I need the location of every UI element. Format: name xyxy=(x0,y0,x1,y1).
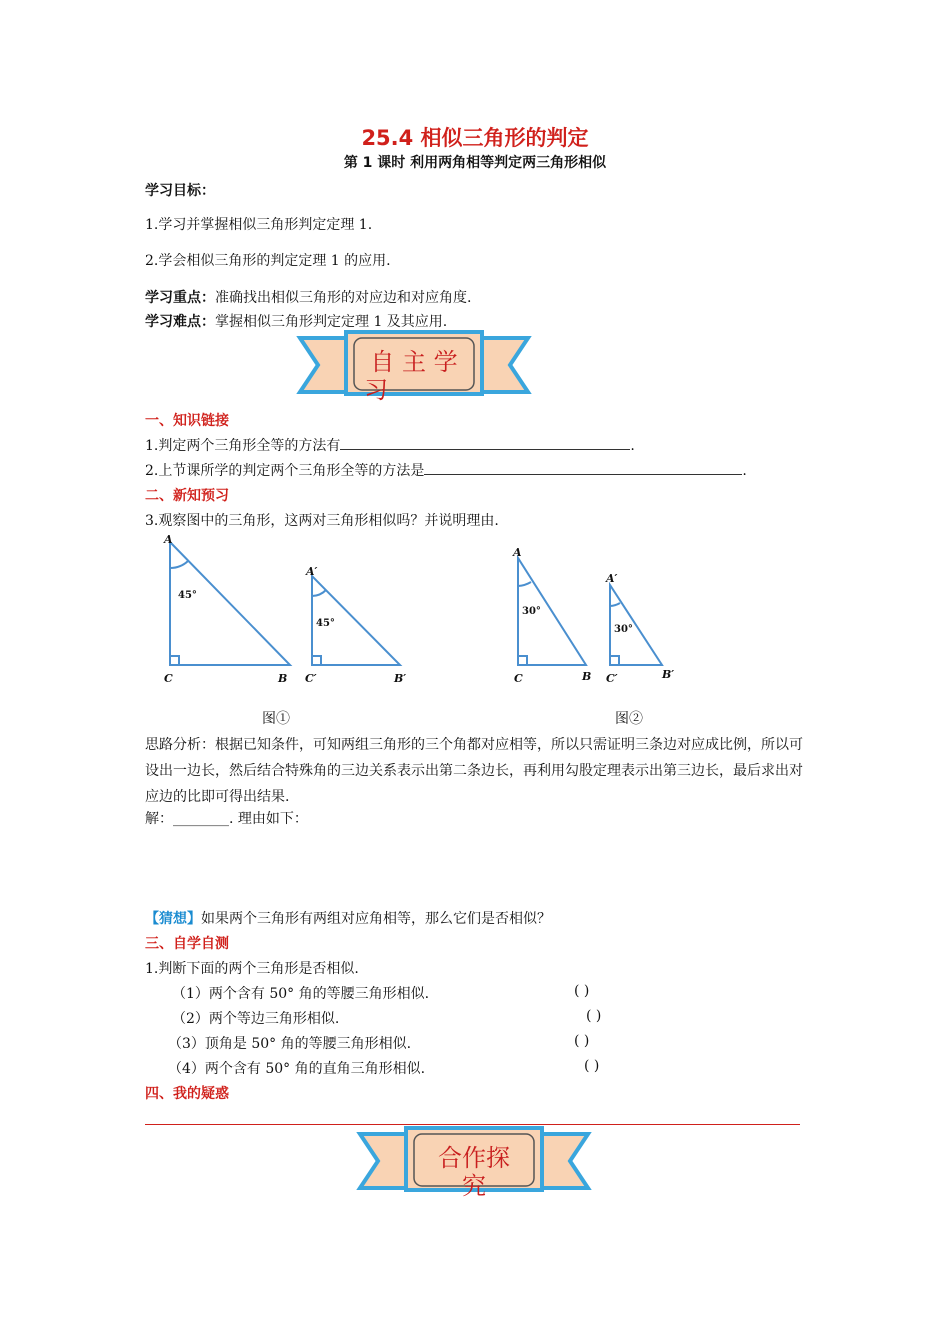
right-angle-mark xyxy=(518,656,527,665)
guess-text: 如果两个三角形有两组对应角相等，那么它们是否相似？ xyxy=(201,911,551,927)
judge-item-4: （4）两个含有 50° 角的直角三角形相似. xyxy=(168,1061,426,1077)
page-title: 25.4 相似三角形的判定 xyxy=(361,126,589,150)
label-c: C xyxy=(514,672,523,685)
solution-line xyxy=(145,808,308,828)
banner1-line1: 自 主 学 xyxy=(370,348,458,376)
angle-label-30: 30° xyxy=(522,606,541,617)
triangle-abc-fig1 xyxy=(170,542,290,665)
section2-heading: 二、新知预习 xyxy=(145,488,229,504)
fig1-caption: 图① xyxy=(262,711,290,727)
analysis-paragraph: 思路分析：根据已知条件，可知两组三角形的三个角都对应相等，所以只需证明三条边对应成比例，所以可设出一边长，然后结合特殊角的三边关系表示出第二条边长，再利用勾股定理表示出第三边长，最后求出对应边的比即可得出结果. xyxy=(145,737,803,805)
judge-bracket-1[interactable]: ( ) xyxy=(574,983,590,999)
banner2-line2: 究 xyxy=(462,1172,486,1200)
banner-cooperative-inquiry xyxy=(356,1124,592,1200)
judge-item-2: （2）两个等边三角形相似. xyxy=(172,1011,340,1027)
section1-q1 xyxy=(145,435,635,455)
key-point-text: 准确找出相似三角形的对应边和对应角度. xyxy=(215,290,472,306)
answer-blank[interactable] xyxy=(340,435,630,450)
judge-bracket-3[interactable]: ( ) xyxy=(574,1033,590,1049)
judge-item-3: （3）顶角是 50° 角的等腰三角形相似. xyxy=(168,1036,412,1052)
angle-arc xyxy=(518,582,531,586)
right-angle-mark xyxy=(610,656,619,665)
angle-label-45: 45° xyxy=(316,618,335,629)
q1-text: 1.判定两个三角形全等的方法有 xyxy=(145,438,341,454)
objectives-heading: 学习目标： xyxy=(145,183,215,199)
section3-heading: 三、自学自测 xyxy=(145,936,229,952)
judge-bracket-4[interactable]: ( ) xyxy=(584,1058,600,1074)
solution-prefix: 解： xyxy=(145,811,173,827)
banner-self-study xyxy=(296,328,532,404)
section1-q2 xyxy=(145,460,747,480)
right-angle-mark xyxy=(312,656,321,665)
key-point xyxy=(145,287,471,307)
right-angle-mark xyxy=(170,656,179,665)
fig2-caption: 图② xyxy=(615,711,643,727)
section3-q1: 1.判断下面的两个三角形是否相似. xyxy=(145,961,359,977)
page-subtitle: 第 1 课时 利用两角相等判定两三角形相似 xyxy=(343,155,607,171)
answer-blank[interactable] xyxy=(424,460,742,475)
judge-item-1: （1）两个含有 50° 角的等腰三角形相似. xyxy=(172,986,430,1002)
angle-label-45: 45° xyxy=(178,590,197,601)
objective-2: 2.学会相似三角形的判定定理 1 的应用. xyxy=(145,253,391,269)
triangle-figures xyxy=(150,530,710,695)
q2-end: . xyxy=(742,463,747,479)
q1-end: . xyxy=(630,438,635,454)
angle-label-30: 30° xyxy=(614,624,633,635)
angle-arc xyxy=(312,590,326,596)
label-c-prime: C′ xyxy=(606,672,618,685)
judge-bracket-2[interactable]: ( ) xyxy=(586,1008,602,1024)
banner2-line1: 合作探 xyxy=(438,1144,510,1172)
label-a: A xyxy=(164,533,173,546)
key-point-label: 学习重点： xyxy=(145,290,215,306)
difficulty-text: 掌握相似三角形判定定理 1 及其应用. xyxy=(215,314,448,330)
angle-arc xyxy=(170,561,188,568)
section1-heading: 一、知识链接 xyxy=(145,413,229,429)
label-a-prime: A′ xyxy=(306,565,318,578)
guess-label: 【猜想】 xyxy=(145,911,201,927)
solution-suffix: . 理由如下： xyxy=(229,811,308,827)
label-b-prime: B′ xyxy=(662,668,675,681)
difficulty-label: 学习难点： xyxy=(145,314,215,330)
q2-text: 2.上节课所学的判定两个三角形全等的方法是 xyxy=(145,463,425,479)
section2-q3: 3.观察图中的三角形，这两对三角形相似吗？并说明理由. xyxy=(145,513,499,529)
label-b: B xyxy=(278,672,288,685)
objective-1: 1.学习并掌握相似三角形判定定理 1. xyxy=(145,217,373,233)
label-b: B xyxy=(582,670,592,683)
label-c-prime: C′ xyxy=(305,672,317,685)
label-c: C xyxy=(164,672,173,685)
section4-heading: 四、我的疑惑 xyxy=(145,1086,229,1102)
label-a-prime: A′ xyxy=(606,572,618,585)
solution-blank[interactable]: ________ xyxy=(173,811,229,827)
label-a: A xyxy=(513,546,522,559)
label-b-prime: B′ xyxy=(394,672,407,685)
angle-arc xyxy=(610,603,620,606)
banner1-line2: 习 xyxy=(364,376,388,404)
guess-line xyxy=(145,908,551,928)
